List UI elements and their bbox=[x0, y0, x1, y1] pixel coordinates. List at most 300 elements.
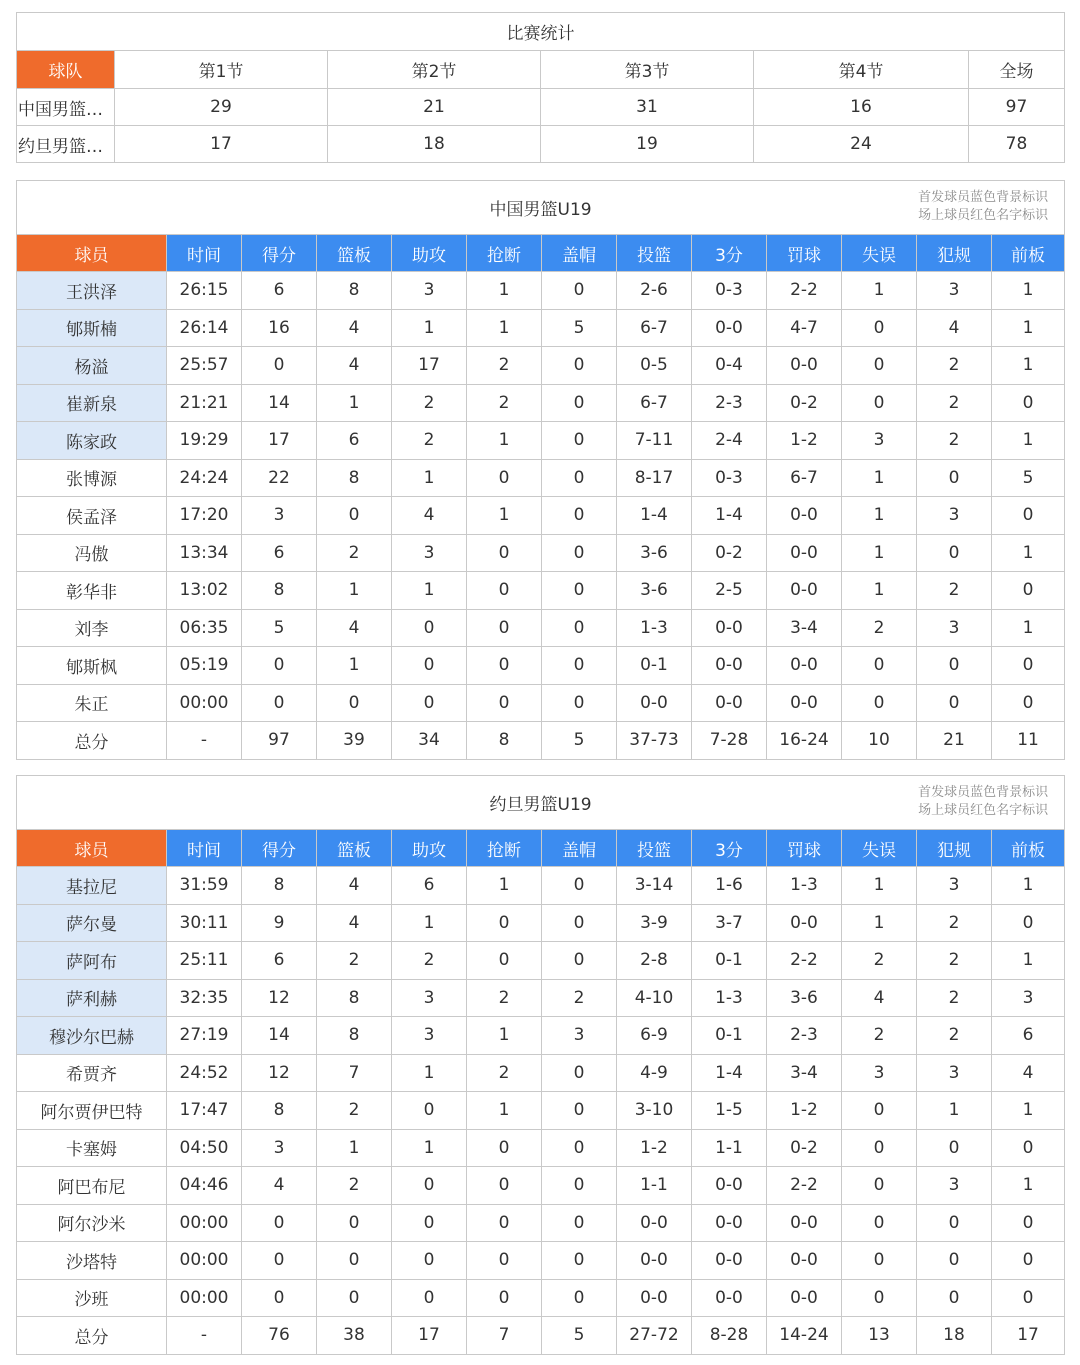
stat-cell: 0-2 bbox=[767, 384, 842, 422]
stat-cell: 0 bbox=[392, 684, 467, 722]
total-cell: - bbox=[167, 1317, 242, 1355]
stat-cell: 0 bbox=[317, 497, 392, 535]
stat-cell: 0-2 bbox=[767, 1129, 842, 1167]
stat-cell: 6-7 bbox=[767, 459, 842, 497]
player-row bbox=[17, 1129, 1065, 1167]
total-row bbox=[17, 1317, 1065, 1355]
stat-cell: 4-10 bbox=[617, 979, 692, 1017]
stat-cell: 1 bbox=[992, 1092, 1065, 1130]
player-row bbox=[17, 684, 1065, 722]
stat-cell: 2 bbox=[392, 384, 467, 422]
stat-cell: 2-2 bbox=[767, 1167, 842, 1205]
stat-cell: 0 bbox=[992, 1242, 1065, 1280]
stat-cell: 6 bbox=[242, 534, 317, 572]
stat-cell: 1 bbox=[992, 942, 1065, 980]
player-name: 沙班 bbox=[17, 1279, 167, 1317]
stat-cell: 3 bbox=[842, 422, 917, 460]
stat-column-header: 得分 bbox=[242, 235, 317, 272]
stat-cell: 1 bbox=[992, 867, 1065, 905]
summary-title: 比赛统计 bbox=[17, 13, 1065, 51]
stat-cell: 4-7 bbox=[767, 309, 842, 347]
player-name: 陈家政 bbox=[17, 422, 167, 460]
stat-cell: 0-0 bbox=[767, 904, 842, 942]
player-row bbox=[17, 1204, 1065, 1242]
stat-cell: 0-0 bbox=[767, 497, 842, 535]
stat-cell: 0 bbox=[467, 942, 542, 980]
total-cell: 39 bbox=[317, 722, 392, 760]
stat-cell: 3 bbox=[917, 867, 992, 905]
stat-cell: 0-0 bbox=[767, 1279, 842, 1317]
stat-cell: 1 bbox=[392, 309, 467, 347]
stat-cell: 0-0 bbox=[767, 1242, 842, 1280]
stat-cell: 16 bbox=[242, 309, 317, 347]
total-cell: 5 bbox=[542, 722, 617, 760]
total-score: 97 bbox=[969, 89, 1065, 126]
stat-cell: 24:52 bbox=[167, 1054, 242, 1092]
player-name: 萨尔曼 bbox=[17, 904, 167, 942]
stat-column-header: 得分 bbox=[242, 830, 317, 867]
stat-cell: 0 bbox=[542, 942, 617, 980]
stat-cell: 1 bbox=[467, 867, 542, 905]
stat-cell: 0 bbox=[842, 1242, 917, 1280]
stat-cell: 0 bbox=[392, 609, 467, 647]
summary-title-row bbox=[17, 13, 1065, 51]
period-score: 29 bbox=[115, 89, 328, 126]
player-row bbox=[17, 572, 1065, 610]
stat-cell: 1 bbox=[317, 1129, 392, 1167]
stat-cell: 4 bbox=[317, 867, 392, 905]
total-cell: 27-72 bbox=[617, 1317, 692, 1355]
legend-line: 场上球员红色名字标识 bbox=[918, 803, 1049, 818]
stat-cell: 0 bbox=[542, 1092, 617, 1130]
stat-cell: 2-6 bbox=[617, 272, 692, 310]
stat-cell: 4 bbox=[317, 309, 392, 347]
player-row bbox=[17, 1242, 1065, 1280]
stat-column-header: 篮板 bbox=[317, 235, 392, 272]
box-score-table bbox=[16, 775, 1065, 1355]
period-header: 第2节 bbox=[328, 51, 541, 89]
team-score-row bbox=[17, 126, 1065, 163]
stat-cell: 0 bbox=[542, 684, 617, 722]
stat-cell: 0-0 bbox=[767, 647, 842, 685]
stat-column-header: 助攻 bbox=[392, 830, 467, 867]
total-cell: 97 bbox=[242, 722, 317, 760]
stat-cell: 3 bbox=[917, 497, 992, 535]
total-cell: 16-24 bbox=[767, 722, 842, 760]
player-row bbox=[17, 1167, 1065, 1205]
stat-column-header: 盖帽 bbox=[542, 830, 617, 867]
player-name: 郇斯楠 bbox=[17, 309, 167, 347]
stat-cell: 0 bbox=[542, 1242, 617, 1280]
stat-cell: 25:57 bbox=[167, 347, 242, 385]
summary-header-row bbox=[17, 51, 1065, 89]
stat-cell: 2 bbox=[917, 422, 992, 460]
stat-cell: 0 bbox=[992, 384, 1065, 422]
stat-cell: 0 bbox=[467, 904, 542, 942]
stat-cell: 1 bbox=[467, 309, 542, 347]
stat-cell: 1 bbox=[992, 422, 1065, 460]
total-cell: 38 bbox=[317, 1317, 392, 1355]
stat-column-header: 罚球 bbox=[767, 830, 842, 867]
stat-cell: 0 bbox=[392, 1279, 467, 1317]
stat-cell: 1-3 bbox=[617, 609, 692, 647]
stat-cell: 0-1 bbox=[692, 942, 767, 980]
stat-column-header: 失误 bbox=[842, 235, 917, 272]
stat-cell: 0 bbox=[542, 609, 617, 647]
stat-cell: 4 bbox=[317, 904, 392, 942]
stat-cell: 0 bbox=[242, 684, 317, 722]
stat-cell: 0-0 bbox=[617, 1279, 692, 1317]
stat-cell: 6-7 bbox=[617, 309, 692, 347]
stat-cell: 8 bbox=[242, 867, 317, 905]
stat-column-header: 抢断 bbox=[467, 235, 542, 272]
stat-cell: 0-0 bbox=[617, 1204, 692, 1242]
stat-cell: 2-3 bbox=[692, 384, 767, 422]
player-row bbox=[17, 384, 1065, 422]
stat-cell: 2 bbox=[842, 609, 917, 647]
stat-cell: 2 bbox=[542, 979, 617, 1017]
total-label: 总分 bbox=[17, 722, 167, 760]
stat-cell: 3 bbox=[917, 609, 992, 647]
stat-cell: 0 bbox=[242, 1242, 317, 1280]
stat-cell: 2-2 bbox=[767, 942, 842, 980]
stat-column-header: 时间 bbox=[167, 235, 242, 272]
stat-cell: 2-8 bbox=[617, 942, 692, 980]
stat-cell: 0-0 bbox=[692, 647, 767, 685]
stat-cell: 2-3 bbox=[767, 1017, 842, 1055]
stat-cell: 25:11 bbox=[167, 942, 242, 980]
stat-cell: 3-6 bbox=[767, 979, 842, 1017]
stat-cell: 1 bbox=[842, 272, 917, 310]
stat-cell: 0-0 bbox=[692, 1167, 767, 1205]
stat-cell: 0 bbox=[242, 1204, 317, 1242]
total-cell: 7-28 bbox=[692, 722, 767, 760]
stat-cell: 1 bbox=[842, 534, 917, 572]
stat-cell: 0-3 bbox=[692, 272, 767, 310]
stat-cell: 04:46 bbox=[167, 1167, 242, 1205]
stat-cell: 24:24 bbox=[167, 459, 242, 497]
stat-cell: 17 bbox=[392, 347, 467, 385]
stat-cell: 8-17 bbox=[617, 459, 692, 497]
player-column-header: 球员 bbox=[17, 830, 167, 867]
stat-cell: 0 bbox=[992, 647, 1065, 685]
stat-cell: 2 bbox=[467, 384, 542, 422]
stat-cell: 0 bbox=[542, 272, 617, 310]
stat-cell: 2 bbox=[392, 942, 467, 980]
stat-cell: 1-3 bbox=[767, 867, 842, 905]
stat-cell: 3-6 bbox=[617, 534, 692, 572]
stat-cell: 6 bbox=[392, 867, 467, 905]
stat-cell: 0 bbox=[917, 1279, 992, 1317]
legend-line: 场上球员红色名字标识 bbox=[918, 208, 1049, 223]
stat-cell: 19:29 bbox=[167, 422, 242, 460]
box-title-cell bbox=[17, 776, 1065, 830]
stat-cell: 3-10 bbox=[617, 1092, 692, 1130]
stat-cell: 6-7 bbox=[617, 384, 692, 422]
stat-cell: 0 bbox=[542, 384, 617, 422]
player-name: 阿尔沙米 bbox=[17, 1204, 167, 1242]
stat-cell: 17:47 bbox=[167, 1092, 242, 1130]
stat-cell: 0 bbox=[917, 1204, 992, 1242]
period-score: 24 bbox=[754, 126, 969, 163]
stat-cell: 0 bbox=[317, 1204, 392, 1242]
stat-cell: 5 bbox=[242, 609, 317, 647]
stat-cell: 2 bbox=[917, 904, 992, 942]
stat-cell: 0 bbox=[842, 684, 917, 722]
stat-column-header: 罚球 bbox=[767, 235, 842, 272]
legend-line: 首发球员蓝色背景标识 bbox=[918, 785, 1049, 800]
stat-cell: 2 bbox=[917, 942, 992, 980]
player-row bbox=[17, 497, 1065, 535]
player-name: 朱正 bbox=[17, 684, 167, 722]
stat-cell: 04:50 bbox=[167, 1129, 242, 1167]
stat-cell: 3 bbox=[392, 272, 467, 310]
stat-cell: 0 bbox=[842, 1129, 917, 1167]
stat-cell: 00:00 bbox=[167, 1242, 242, 1280]
stat-cell: 2 bbox=[317, 942, 392, 980]
stat-column-header: 前板 bbox=[992, 830, 1065, 867]
stat-cell: 0 bbox=[467, 1242, 542, 1280]
period-score: 19 bbox=[541, 126, 754, 163]
stat-cell: 1 bbox=[842, 459, 917, 497]
stat-cell: 1 bbox=[317, 384, 392, 422]
stat-cell: 1 bbox=[467, 422, 542, 460]
stat-cell: 3 bbox=[392, 1017, 467, 1055]
stat-cell: 4 bbox=[842, 979, 917, 1017]
stat-column-header: 3分 bbox=[692, 830, 767, 867]
stat-cell: 0 bbox=[317, 684, 392, 722]
player-row bbox=[17, 1054, 1065, 1092]
team-score-row bbox=[17, 89, 1065, 126]
stat-cell: 3-14 bbox=[617, 867, 692, 905]
stat-cell: 0 bbox=[467, 459, 542, 497]
stat-cell: 0 bbox=[467, 1204, 542, 1242]
stat-cell: 3-6 bbox=[617, 572, 692, 610]
stat-cell: 0 bbox=[842, 1167, 917, 1205]
stat-cell: 0 bbox=[542, 867, 617, 905]
stat-cell: 8 bbox=[317, 979, 392, 1017]
stat-cell: 2-5 bbox=[692, 572, 767, 610]
stat-cell: 3-4 bbox=[767, 1054, 842, 1092]
total-cell: 14-24 bbox=[767, 1317, 842, 1355]
stat-column-header: 犯规 bbox=[917, 235, 992, 272]
stat-cell: 1 bbox=[317, 572, 392, 610]
stat-cell: 1-1 bbox=[617, 1167, 692, 1205]
total-label: 总分 bbox=[17, 1317, 167, 1355]
stat-cell: 0 bbox=[992, 572, 1065, 610]
total-cell: 34 bbox=[392, 722, 467, 760]
stat-cell: 0 bbox=[542, 1129, 617, 1167]
stat-cell: 8 bbox=[242, 1092, 317, 1130]
player-name: 阿尔贾伊巴特 bbox=[17, 1092, 167, 1130]
stat-cell: 1 bbox=[842, 497, 917, 535]
team-name: 中国男篮… bbox=[17, 89, 115, 126]
player-row bbox=[17, 1092, 1065, 1130]
stat-cell: 1 bbox=[467, 272, 542, 310]
stat-cell: 0 bbox=[542, 1167, 617, 1205]
stat-cell: 1 bbox=[842, 572, 917, 610]
player-name: 王洪泽 bbox=[17, 272, 167, 310]
player-row bbox=[17, 867, 1065, 905]
player-row bbox=[17, 647, 1065, 685]
total-cell: 17 bbox=[992, 1317, 1065, 1355]
stat-cell: 3 bbox=[392, 534, 467, 572]
stat-column-header: 失误 bbox=[842, 830, 917, 867]
player-row bbox=[17, 979, 1065, 1017]
team-column-header: 球队 bbox=[17, 51, 115, 89]
stat-cell: 0 bbox=[542, 497, 617, 535]
stat-cell: 7 bbox=[317, 1054, 392, 1092]
stat-cell: 0 bbox=[917, 534, 992, 572]
stat-cell: 1-4 bbox=[617, 497, 692, 535]
total-cell: 37-73 bbox=[617, 722, 692, 760]
player-name: 刘李 bbox=[17, 609, 167, 647]
stat-cell: 0 bbox=[542, 647, 617, 685]
legend-line: 首发球员蓝色背景标识 bbox=[918, 190, 1049, 205]
stat-cell: 1 bbox=[992, 534, 1065, 572]
stat-cell: 2 bbox=[842, 942, 917, 980]
stat-cell: 14 bbox=[242, 1017, 317, 1055]
stat-cell: 3-9 bbox=[617, 904, 692, 942]
stat-cell: 0-0 bbox=[767, 1204, 842, 1242]
stat-cell: 0 bbox=[467, 534, 542, 572]
stat-cell: 2 bbox=[842, 1017, 917, 1055]
stat-cell: 1 bbox=[992, 609, 1065, 647]
stat-cell: 26:15 bbox=[167, 272, 242, 310]
stat-cell: 1 bbox=[992, 272, 1065, 310]
total-cell: 7 bbox=[467, 1317, 542, 1355]
stat-cell: 0 bbox=[467, 647, 542, 685]
player-name: 萨利赫 bbox=[17, 979, 167, 1017]
stat-cell: 12 bbox=[242, 1054, 317, 1092]
stat-cell: 0 bbox=[242, 647, 317, 685]
player-row bbox=[17, 1017, 1065, 1055]
stat-cell: 8 bbox=[317, 459, 392, 497]
stat-cell: 1-2 bbox=[767, 422, 842, 460]
player-name: 郇斯枫 bbox=[17, 647, 167, 685]
player-row bbox=[17, 347, 1065, 385]
stat-cell: 2 bbox=[917, 572, 992, 610]
period-score: 17 bbox=[115, 126, 328, 163]
player-column-header: 球员 bbox=[17, 235, 167, 272]
stat-cell: 32:35 bbox=[167, 979, 242, 1017]
stat-cell: 30:11 bbox=[167, 904, 242, 942]
stat-cell: 1-1 bbox=[692, 1129, 767, 1167]
stat-cell: 0 bbox=[917, 684, 992, 722]
stat-cell: 0 bbox=[842, 647, 917, 685]
stat-cell: 2 bbox=[917, 384, 992, 422]
stat-cell: 0 bbox=[917, 1242, 992, 1280]
player-name: 沙塔特 bbox=[17, 1242, 167, 1280]
stat-cell: 5 bbox=[992, 459, 1065, 497]
stat-cell: 0-0 bbox=[692, 1242, 767, 1280]
stat-cell: 0-2 bbox=[692, 534, 767, 572]
stat-cell: 0-1 bbox=[692, 1017, 767, 1055]
stat-cell: 1 bbox=[467, 497, 542, 535]
period-header: 第4节 bbox=[754, 51, 969, 89]
stat-cell: 1 bbox=[842, 867, 917, 905]
stat-cell: 0-0 bbox=[617, 1242, 692, 1280]
box-title-row bbox=[17, 776, 1065, 830]
stat-cell: 1-2 bbox=[617, 1129, 692, 1167]
legend-note bbox=[918, 784, 1048, 820]
period-header: 全场 bbox=[969, 51, 1065, 89]
stat-cell: 1 bbox=[992, 347, 1065, 385]
stat-cell: 0 bbox=[992, 1204, 1065, 1242]
team-name: 约旦男篮… bbox=[17, 126, 115, 163]
stat-cell: 0 bbox=[992, 684, 1065, 722]
stat-cell: 27:19 bbox=[167, 1017, 242, 1055]
stat-cell: 1 bbox=[392, 904, 467, 942]
stat-cell: 0 bbox=[392, 1242, 467, 1280]
stat-cell: 0 bbox=[992, 497, 1065, 535]
stat-cell: 0 bbox=[467, 609, 542, 647]
stat-column-header: 抢断 bbox=[467, 830, 542, 867]
stat-cell: 17:20 bbox=[167, 497, 242, 535]
stat-column-header: 助攻 bbox=[392, 235, 467, 272]
player-row bbox=[17, 609, 1065, 647]
stat-cell: 0 bbox=[467, 1279, 542, 1317]
stat-cell: 0 bbox=[392, 647, 467, 685]
stat-cell: 0 bbox=[842, 1092, 917, 1130]
stat-cell: 0 bbox=[392, 1167, 467, 1205]
stat-cell: 0 bbox=[542, 572, 617, 610]
stat-cell: 0-0 bbox=[767, 534, 842, 572]
stat-cell: 0 bbox=[917, 647, 992, 685]
player-name: 张博源 bbox=[17, 459, 167, 497]
stat-cell: 1-2 bbox=[767, 1092, 842, 1130]
stat-column-header: 3分 bbox=[692, 235, 767, 272]
stat-cell: 3 bbox=[992, 979, 1065, 1017]
team-title: 约旦男篮U19 bbox=[489, 795, 592, 815]
period-score: 16 bbox=[754, 89, 969, 126]
stat-cell: 1 bbox=[467, 1017, 542, 1055]
stat-cell: 0 bbox=[992, 1129, 1065, 1167]
stat-cell: 3 bbox=[917, 1054, 992, 1092]
player-row bbox=[17, 904, 1065, 942]
stat-cell: 4 bbox=[242, 1167, 317, 1205]
stat-cell: 00:00 bbox=[167, 684, 242, 722]
stat-cell: 3 bbox=[242, 1129, 317, 1167]
stat-cell: 2-4 bbox=[692, 422, 767, 460]
player-row bbox=[17, 309, 1065, 347]
stat-cell: 0 bbox=[467, 572, 542, 610]
stat-cell: 0 bbox=[542, 1279, 617, 1317]
player-row bbox=[17, 942, 1065, 980]
stat-cell: 2 bbox=[317, 1092, 392, 1130]
period-score: 18 bbox=[328, 126, 541, 163]
stat-cell: 0-4 bbox=[692, 347, 767, 385]
player-name: 穆沙尔巴赫 bbox=[17, 1017, 167, 1055]
stat-cell: 0 bbox=[317, 1242, 392, 1280]
stat-cell: 31:59 bbox=[167, 867, 242, 905]
stat-cell: 4 bbox=[992, 1054, 1065, 1092]
stat-cell: 0 bbox=[842, 309, 917, 347]
player-name: 冯傲 bbox=[17, 534, 167, 572]
player-name: 侯孟泽 bbox=[17, 497, 167, 535]
stat-cell: 4 bbox=[317, 347, 392, 385]
total-cell: 5 bbox=[542, 1317, 617, 1355]
stat-cell: 0-0 bbox=[692, 609, 767, 647]
player-name: 希贾齐 bbox=[17, 1054, 167, 1092]
stat-cell: 1 bbox=[992, 1167, 1065, 1205]
stat-cell: 4-9 bbox=[617, 1054, 692, 1092]
stat-cell: 0-0 bbox=[692, 309, 767, 347]
stat-cell: 0 bbox=[542, 534, 617, 572]
stat-cell: 3 bbox=[392, 979, 467, 1017]
stat-cell: 3 bbox=[542, 1017, 617, 1055]
stat-cell: 3-7 bbox=[692, 904, 767, 942]
